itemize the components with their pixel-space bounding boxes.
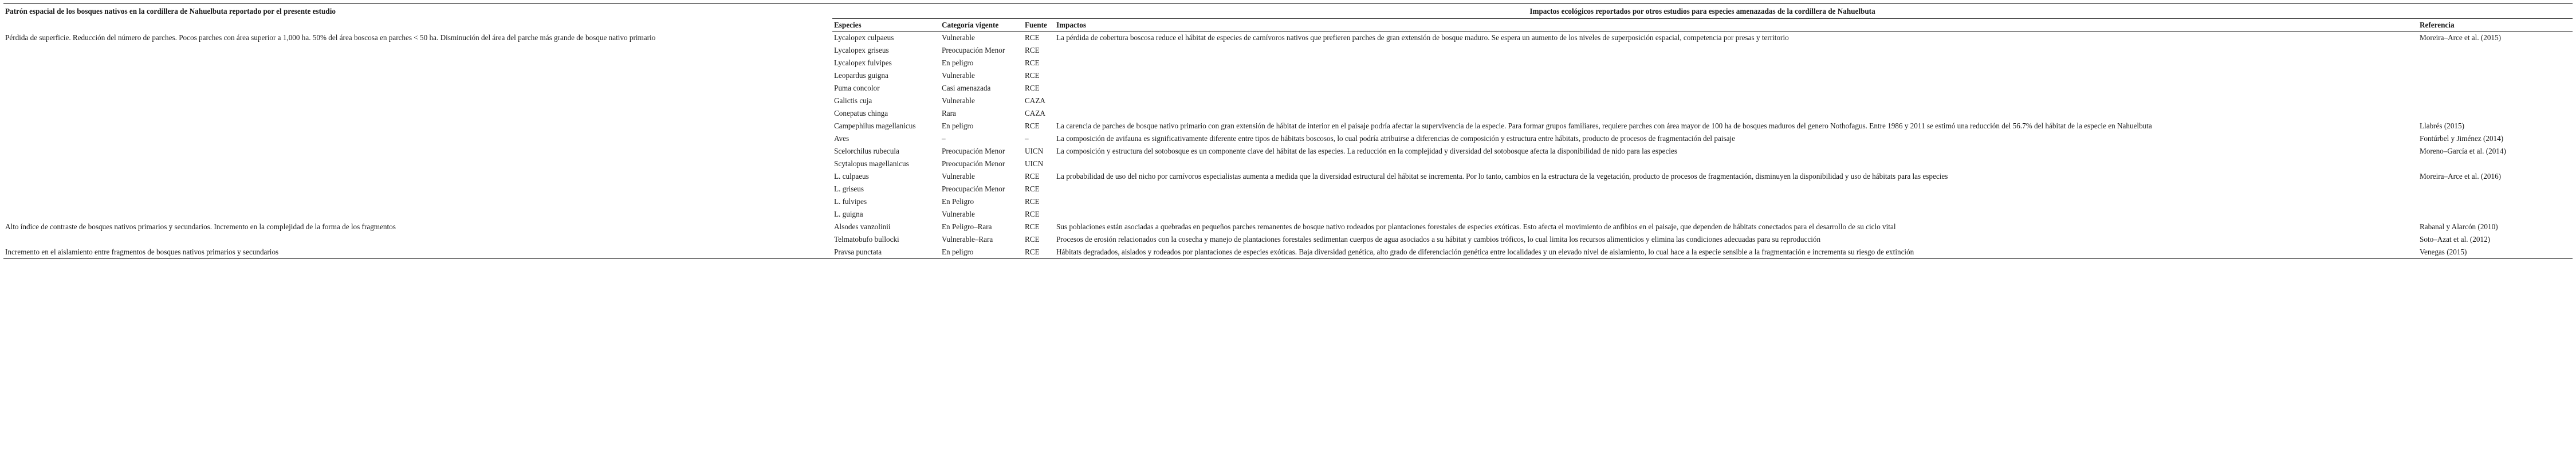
cell-patron	[3, 158, 832, 170]
cell-patron	[3, 69, 832, 82]
cell-fuente: RCE	[1025, 58, 1040, 67]
cell-fuente: RCE	[1025, 210, 1040, 218]
cell-impacto	[1055, 95, 2418, 107]
cell-referencia	[2418, 158, 2573, 170]
cell-fuente: RCE	[1025, 46, 1040, 54]
table-row	[3, 132, 2573, 145]
cell-referencia	[2418, 95, 2573, 107]
cell-categoria: Vulnerable	[942, 172, 975, 181]
table-row	[3, 69, 2573, 82]
cell-especie: L. guigna	[834, 210, 863, 218]
cell-categoria: Preocupación Menor	[942, 185, 1005, 193]
table-row	[3, 183, 2573, 195]
cell-impacto: La carencia de parches de bosque nativo primario con gran extensión de hábitat de interior en el paisaje podría afectar la supervivencia de la especie. Para formar grupos familiares, requiere parches con área mayor de 100 ha de bosques maduros del genero Nothofagus. Entre 1986 y 2011 se estimó una reducción del 56.7% del hábitat de la especie en Nahuelbuta	[1056, 121, 2152, 130]
cell-patron	[3, 44, 832, 57]
cell-impacto	[1055, 57, 2418, 69]
table-row	[3, 82, 2573, 95]
table-row	[3, 32, 2573, 45]
cell-categoria: En peligro	[942, 58, 974, 67]
cell-impacto: Procesos de erosión relacionados con la cosecha y manejo de plantaciones forestales sedimentan cuerpos de agua asociados a su hábitat y cambios tróficos, lo cual limita los recursos alimenticios y elimina las condiciones adecuadas para su reproducción	[1056, 235, 1821, 244]
cell-fuente: RCE	[1025, 197, 1040, 206]
cell-patron: Pérdida de superficie. Reducción del número de parches. Pocos parches con área superior a 1,000 ha. 50% del área boscosa en parches < 50 ha. Disminución del área del parche más grande de bosque nativo primario	[5, 33, 656, 42]
cell-categoria: En peligro	[942, 121, 974, 130]
cell-fuente: RCE	[1023, 246, 1055, 259]
table-row	[3, 145, 2573, 158]
header-row-group	[3, 4, 2573, 19]
cell-impacto: La pérdida de cobertura boscosa reduce el hábitat de especies de carnívoros nativos que prefieren parches de gran extensión de bosque maduro. Se espera un aumento de los niveles de superposición espacial, competencia por presas y territorio	[1056, 33, 1789, 42]
cell-referencia	[2418, 69, 2573, 82]
table-row	[3, 246, 2573, 259]
cell-especie: Pravsa punctata	[832, 246, 940, 259]
cell-referencia	[2418, 44, 2573, 57]
cell-impacto	[1055, 44, 2418, 57]
cell-especie: Scytalopus magellanicus	[834, 159, 909, 168]
cell-fuente: RCE	[1025, 185, 1040, 193]
cell-patron	[3, 183, 832, 195]
cell-referencia: Rabanal y Alarcón (2010)	[2420, 222, 2498, 231]
cell-categoria: En Peligro–Rara	[942, 222, 992, 231]
header-referencia: Referencia	[2418, 19, 2573, 32]
cell-fuente: CAZA	[1025, 109, 1045, 117]
header-blank	[3, 19, 832, 32]
cell-impacto: La probabilidad de uso del nicho por carnívoros especialistas aumenta a medida que la diversidad estructural del hábitat se incrementa. Por lo tanto, cambios en la estructura de la vegetación, producto de procesos de fragmentación, disminuyen la disponibilidad y uso de hábitats para las especies	[1056, 172, 1948, 181]
cell-referencia	[2418, 107, 2573, 120]
cell-especie: Lycalopex griseus	[834, 46, 889, 54]
cell-especie: Leopardus guigna	[834, 71, 888, 80]
cell-patron	[3, 195, 832, 208]
cell-patron	[3, 132, 832, 145]
header-impactos-group	[832, 4, 2573, 19]
header-impactos-group-label: Impactos ecológicos reportados por otros estudios para especies amenazadas de la cordillera de Nahuelbuta	[832, 4, 2573, 19]
cell-fuente: RCE	[1025, 33, 1040, 42]
table-row	[3, 208, 2573, 221]
cell-impacto	[1055, 69, 2418, 82]
cell-especie: Campephilus magellanicus	[834, 121, 916, 130]
cell-fuente: UICN	[1025, 147, 1044, 155]
cell-referencia: Llabrés (2015)	[2420, 121, 2464, 130]
cell-impacto	[1055, 195, 2418, 208]
cell-referencia	[2418, 195, 2573, 208]
cell-especie: L. culpaeus	[834, 172, 869, 181]
cell-fuente: RCE	[1025, 71, 1040, 80]
cell-referencia: Fontúrbel y Jiménez (2014)	[2420, 134, 2504, 143]
cell-impacto	[1055, 82, 2418, 95]
cell-impacto	[1055, 107, 2418, 120]
cell-impacto	[1055, 158, 2418, 170]
cell-impacto: Hábitats degradados, aislados y rodeados por plantaciones de especies exóticas. Baja diversidad genética, alto grado de diferenciación genética entre localidades y un elevado nivel de aislamiento, lo cual hace a la especie sensible a la fragmentación e incrementa su riesgo de extinción	[1055, 246, 2418, 259]
table-row	[3, 95, 2573, 107]
cell-patron	[3, 170, 832, 183]
table-row	[3, 233, 2573, 246]
cell-especie: Alsodes vanzolinii	[834, 222, 891, 231]
cell-impacto	[1055, 208, 2418, 221]
cell-referencia	[2418, 82, 2573, 95]
cell-referencia: Moreno–García et al. (2014)	[2420, 147, 2506, 155]
cell-patron	[3, 57, 832, 69]
table-row	[3, 120, 2573, 132]
cell-categoria: En Peligro	[942, 197, 974, 206]
table-row	[3, 107, 2573, 120]
cell-especie: Telmatobufo bullocki	[834, 235, 899, 244]
table-row	[3, 195, 2573, 208]
table-row	[3, 158, 2573, 170]
cell-patron	[3, 233, 832, 246]
cell-referencia: Soto–Azat et al. (2012)	[2420, 235, 2491, 244]
header-especies: Especies	[832, 19, 940, 32]
cell-fuente: RCE	[1025, 84, 1040, 92]
header-patron: Patrón espacial de los bosques nativos en la cordillera de Nahuelbuta reportado por el presente estudio	[3, 4, 832, 19]
table-body	[3, 32, 2573, 259]
cell-impacto	[1055, 183, 2418, 195]
impacts-table	[3, 3, 2573, 259]
cell-categoria: Preocupación Menor	[942, 46, 1005, 54]
cell-fuente: RCE	[1025, 172, 1040, 181]
table-row	[3, 57, 2573, 69]
cell-fuente: RCE	[1025, 222, 1040, 231]
cell-categoria: Preocupación Menor	[942, 159, 1005, 168]
header-fuente: Fuente	[1023, 19, 1055, 32]
cell-patron	[3, 120, 832, 132]
cell-categoria: Casi amenazada	[942, 84, 991, 92]
cell-referencia: Venegas (2015)	[2418, 246, 2573, 259]
cell-referencia: Moreira–Arce et al. (2015)	[2420, 33, 2502, 42]
cell-especie: Lycalopex fulvipes	[834, 58, 892, 67]
cell-fuente: UICN	[1025, 159, 1044, 168]
cell-patron: Alto índice de contraste de bosques nativos primarios y secundarios. Incremento en la complejidad de la forma de los fragmentos	[5, 222, 396, 231]
header-categoria: Categoría vigente	[940, 19, 1023, 32]
header-impactos: Impactos	[1055, 19, 2418, 32]
table-row	[3, 221, 2573, 233]
cell-patron	[3, 145, 832, 158]
cell-impacto: La composición y estructura del sotobosque es un componente clave del hábitat de las especies. La reducción en la complejidad y diversidad del sotobosque afecta la disponibilidad de nido para las especies	[1056, 147, 1677, 155]
table-row	[3, 170, 2573, 183]
cell-categoria: Vulnerable	[942, 71, 975, 80]
cell-impacto: La composición de avifauna es significativamente diferente entre tipos de hábitats boscosos, lo cual podría atribuirse a diferencias de composición y estructura entre hábitats, producto de procesos de fragmentación del paisaje	[1056, 134, 1735, 143]
cell-especie: Conepatus chinga	[834, 109, 888, 117]
cell-especie: Lycalopex culpaeus	[834, 33, 894, 42]
cell-especie: L. fulvipes	[834, 197, 867, 206]
cell-referencia	[2418, 57, 2573, 69]
cell-especie: Aves	[834, 134, 850, 143]
cell-patron	[3, 107, 832, 120]
cell-categoria: Rara	[942, 109, 956, 117]
cell-especie: Puma concolor	[834, 84, 880, 92]
cell-categoria: Vulnerable	[942, 33, 975, 42]
cell-fuente: CAZA	[1025, 96, 1045, 105]
cell-referencia	[2418, 183, 2573, 195]
cell-categoria: Preocupación Menor	[942, 147, 1005, 155]
cell-patron	[3, 208, 832, 221]
cell-impacto: Sus poblaciones están asociadas a quebradas en pequeños parches remanentes de bosque nativo rodeados por plantaciones forestales de especies exóticas. Esto afecta el movimiento de anfibios en el paisaje, que dependen de hábitats conectados para el desarrollo de su ciclo vital	[1056, 222, 1896, 231]
cell-referencia	[2418, 208, 2573, 221]
cell-fuente: –	[1025, 134, 1029, 143]
cell-categoria: Vulnerable	[942, 96, 975, 105]
cell-categoria: –	[942, 134, 946, 143]
cell-fuente: RCE	[1025, 121, 1040, 130]
cell-especie: Galictis cuja	[834, 96, 872, 105]
cell-especie: L. griseus	[834, 185, 864, 193]
cell-especie: Scelorchilus rubecula	[834, 147, 899, 155]
cell-patron: Incremento en el aislamiento entre fragmentos de bosques nativos primarios y secundarios	[3, 246, 832, 259]
cell-fuente: RCE	[1025, 235, 1040, 244]
cell-categoria: En peligro	[940, 246, 1023, 259]
cell-categoria: Vulnerable	[942, 210, 975, 218]
table-row	[3, 44, 2573, 57]
header-row-columns	[3, 19, 2573, 32]
cell-patron	[3, 82, 832, 95]
cell-referencia: Moreira–Arce et al. (2016)	[2420, 172, 2502, 181]
cell-patron	[3, 95, 832, 107]
cell-categoria: Vulnerable–Rara	[942, 235, 993, 244]
